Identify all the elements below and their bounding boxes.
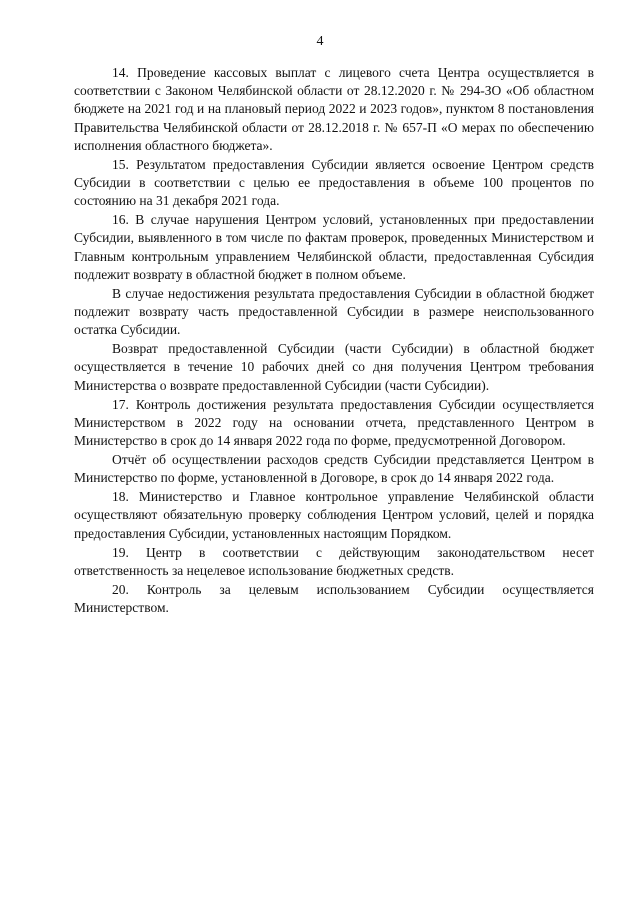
paragraph-16-violation-refund: 16. В случае нарушения Центром условий, установленных при предоставлении Субсидии, выявленного в том числе по фактам проверок, проведенных Министерством и Главным контрольным управлением Челябинской области, предоставленная Субсидия подлежит возврату в областной бюджет в полном объеме. <box>74 212 594 282</box>
paragraph-20-target-use-control: 20. Контроль за целевым использованием Субсидии осуществляется Министерством. <box>74 581 594 616</box>
paragraph-refund-deadline: Возврат предоставленной Субсидии (части Субсидии) в областной бюджет осуществляется в течение 10 рабочих дней со дня получения Центром требования Министерства о возврате предоставленной Субсидии (части Субсидии). <box>74 341 594 393</box>
paragraph-partial-refund: В случае недостижения результата предоставления Субсидии в областной бюджет подлежит возврату часть предоставленной Субсидии в размере неиспользованного остатка Субсидии. <box>74 285 594 338</box>
paragraph-17-control: 17. Контроль достижения результата предоставления Субсидии осуществляется Министерством в 2022 году на основании отчета, представленного Центром в Министерство в срок до 14 января 2022 года по форме, предусмотренной Договором. <box>74 396 594 449</box>
paragraph-19-responsibility: 19. Центр в соответствии с действующим законодательством несет ответственность за нецелевое использование бюджетных средств. <box>74 544 594 578</box>
paragraph-18-inspection: 18. Министерство и Главное контрольное управление Челябинской области осуществляют обязательную проверку соблюдения Центром условий, целей и порядка предоставления Субсидии, установленных настоящим Порядком. <box>74 489 594 541</box>
paragraph-15-subsidy-result: 15. Результатом предоставления Субсидии является освоение Центром средств Субсидии в соответствии с целью ее предоставления в объеме 100 процентов по состоянию на 31 декабря 2021 года. <box>74 156 594 209</box>
page-number: 4 <box>316 34 324 49</box>
document-body <box>74 64 594 618</box>
paragraph-14-cash-payments: 14. Проведение кассовых выплат с лицевого счета Центра осуществляется в соответствии с Законом Челябинской области от 28.12.2020 г. № 294-ЗО «Об областном бюджете на 2021 год и на плановый период 2022 и 2023 годов», пунктом 8 постановления Правительства Челябинской области от 28.12.2018 г. № 657-П «О мерах по обеспечению исполнения областного бюджета». <box>74 65 594 153</box>
paragraph-expense-report: Отчёт об осуществлении расходов средств Субсидии представляется Центром в Министерство по форме, установленной в Договоре, в срок до 14 января 2022 года. <box>74 452 594 486</box>
